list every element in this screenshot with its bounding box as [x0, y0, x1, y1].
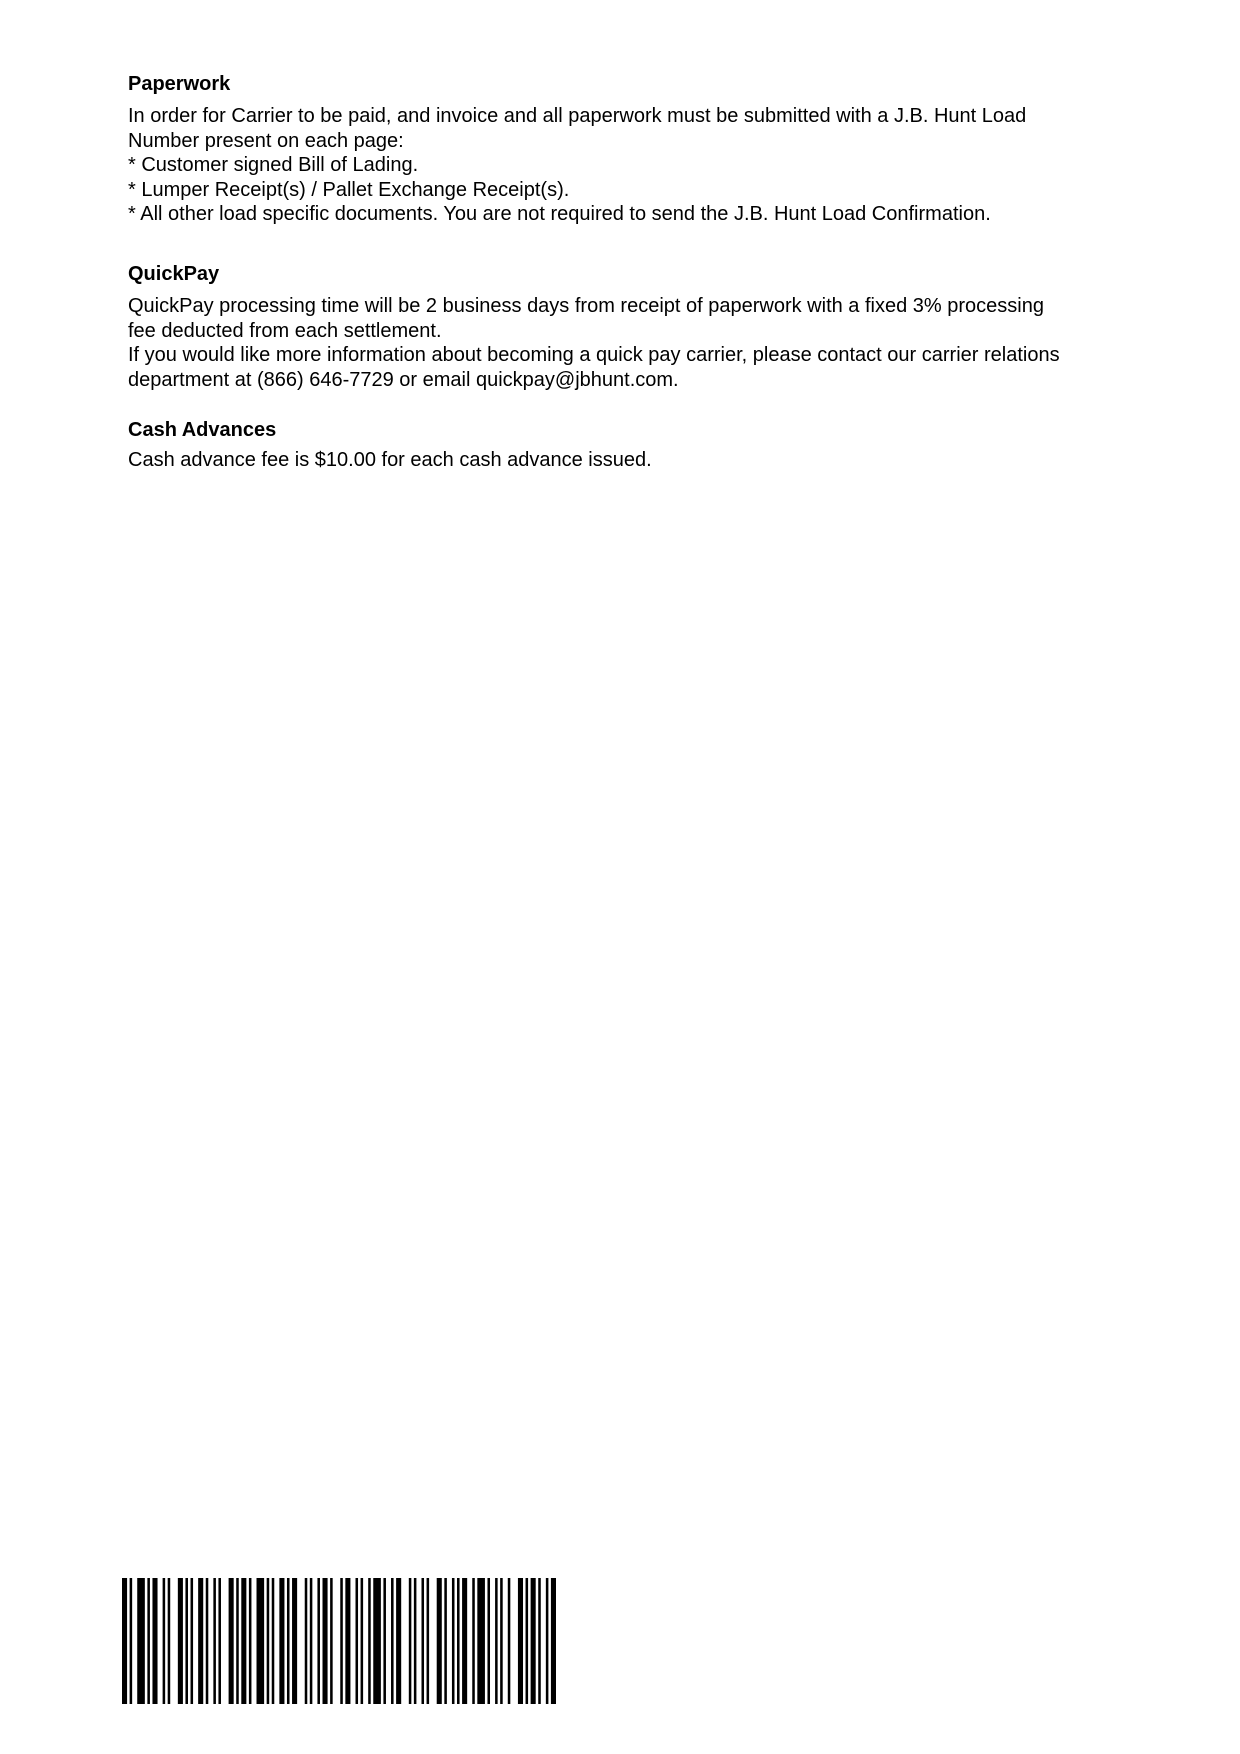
barcode-bar [396, 1578, 401, 1704]
barcode [122, 1578, 556, 1704]
barcode-bar [317, 1578, 320, 1704]
barcode-bar [152, 1578, 157, 1704]
paperwork-line: * Lumper Receipt(s) / Pallet Exchange Receipt(s). [128, 178, 570, 201]
barcode-bar [368, 1578, 371, 1704]
barcode-bar [477, 1578, 485, 1704]
barcode-bar [500, 1578, 503, 1704]
barcode-bar [185, 1578, 188, 1704]
cash-advances-heading: Cash Advances [128, 419, 277, 441]
barcode-bar [427, 1578, 430, 1704]
barcode-bar [249, 1578, 252, 1704]
quickpay-line: If you would like more information about becoming a quick pay carrier, please contact our carrier relations [128, 344, 1060, 366]
quickpay-body [128, 294, 1128, 392]
paperwork-line: * Customer signed Bill of Lading. [128, 154, 419, 176]
barcode-bar [323, 1578, 328, 1704]
barcode-bar [218, 1578, 221, 1704]
paperwork-line: In order for Carrier to be paid, and invoice and all paperwork must be submitted with a J.B. Hunt Load [128, 105, 1027, 127]
barcode-bar [191, 1578, 194, 1704]
barcode-bar [206, 1578, 209, 1704]
paperwork-heading: Paperwork [128, 73, 231, 95]
barcode-bar [340, 1578, 343, 1704]
barcode-bar [444, 1578, 447, 1704]
barcode-bar [345, 1578, 350, 1704]
cash-advances-line: Cash advance fee is $10.00 for each cash advance issued. [128, 449, 652, 471]
quickpay-line: QuickPay processing time will be 2 business days from receipt of paperwork with a fixed 3% processing [128, 295, 1044, 317]
barcode-bar [213, 1578, 216, 1704]
barcode-bar [546, 1578, 549, 1704]
barcode-bar [526, 1578, 529, 1704]
barcode-bar [361, 1578, 364, 1704]
barcode-bar [236, 1578, 239, 1704]
quickpay-section [128, 262, 1128, 392]
quickpay-line: department at (866) 646-7729 or email quickpay@jbhunt.com. [128, 368, 679, 391]
barcode-bar [163, 1578, 166, 1704]
paperwork-line: * All other load specific documents. You are not required to send the J.B. Hunt Load Confirmation. [128, 203, 991, 225]
barcode-bar [279, 1578, 284, 1704]
barcode-bar [487, 1578, 490, 1704]
quickpay-heading: QuickPay [128, 263, 220, 285]
barcode-bar [305, 1578, 308, 1704]
barcode-bar [168, 1578, 171, 1704]
barcode-bar [272, 1578, 275, 1704]
paperwork-body [128, 104, 1128, 227]
barcode-bar [267, 1578, 270, 1704]
barcode-bar [122, 1578, 127, 1704]
paperwork-section [128, 72, 1128, 227]
barcode-bar [531, 1578, 536, 1704]
barcode-bar [310, 1578, 313, 1704]
barcode-bar [147, 1578, 150, 1704]
barcode-bar [457, 1578, 460, 1704]
barcode-bar [409, 1578, 412, 1704]
barcode-bar [472, 1578, 475, 1704]
barcode-bar [538, 1578, 541, 1704]
barcode-bar [178, 1578, 183, 1704]
quickpay-line: fee deducted from each settlement. [128, 319, 442, 342]
cash-advances-section [128, 418, 1128, 473]
barcode-bar [508, 1578, 511, 1704]
barcode-bar [391, 1578, 394, 1704]
barcode-bar [414, 1578, 417, 1704]
barcode-bar [437, 1578, 442, 1704]
barcode-bar [452, 1578, 455, 1704]
barcode-bar [462, 1578, 467, 1704]
barcode-bar [130, 1578, 133, 1704]
cash-advances-body [128, 448, 1128, 473]
barcode-bar [421, 1578, 424, 1704]
barcode-bar [229, 1578, 234, 1704]
barcode-bar [257, 1578, 265, 1704]
barcode-bar [241, 1578, 246, 1704]
barcode-bar [287, 1578, 290, 1704]
barcode-bar [383, 1578, 386, 1704]
barcode-bar [330, 1578, 333, 1704]
barcode-bar [551, 1578, 556, 1704]
barcode-bar [373, 1578, 381, 1704]
barcode-bar [518, 1578, 523, 1704]
barcode-bar [137, 1578, 145, 1704]
barcode-bar [292, 1578, 297, 1704]
barcode-bar [356, 1578, 359, 1704]
barcode-bar [495, 1578, 498, 1704]
barcode-bar [198, 1578, 203, 1704]
paperwork-line: Number present on each page: [128, 129, 404, 152]
